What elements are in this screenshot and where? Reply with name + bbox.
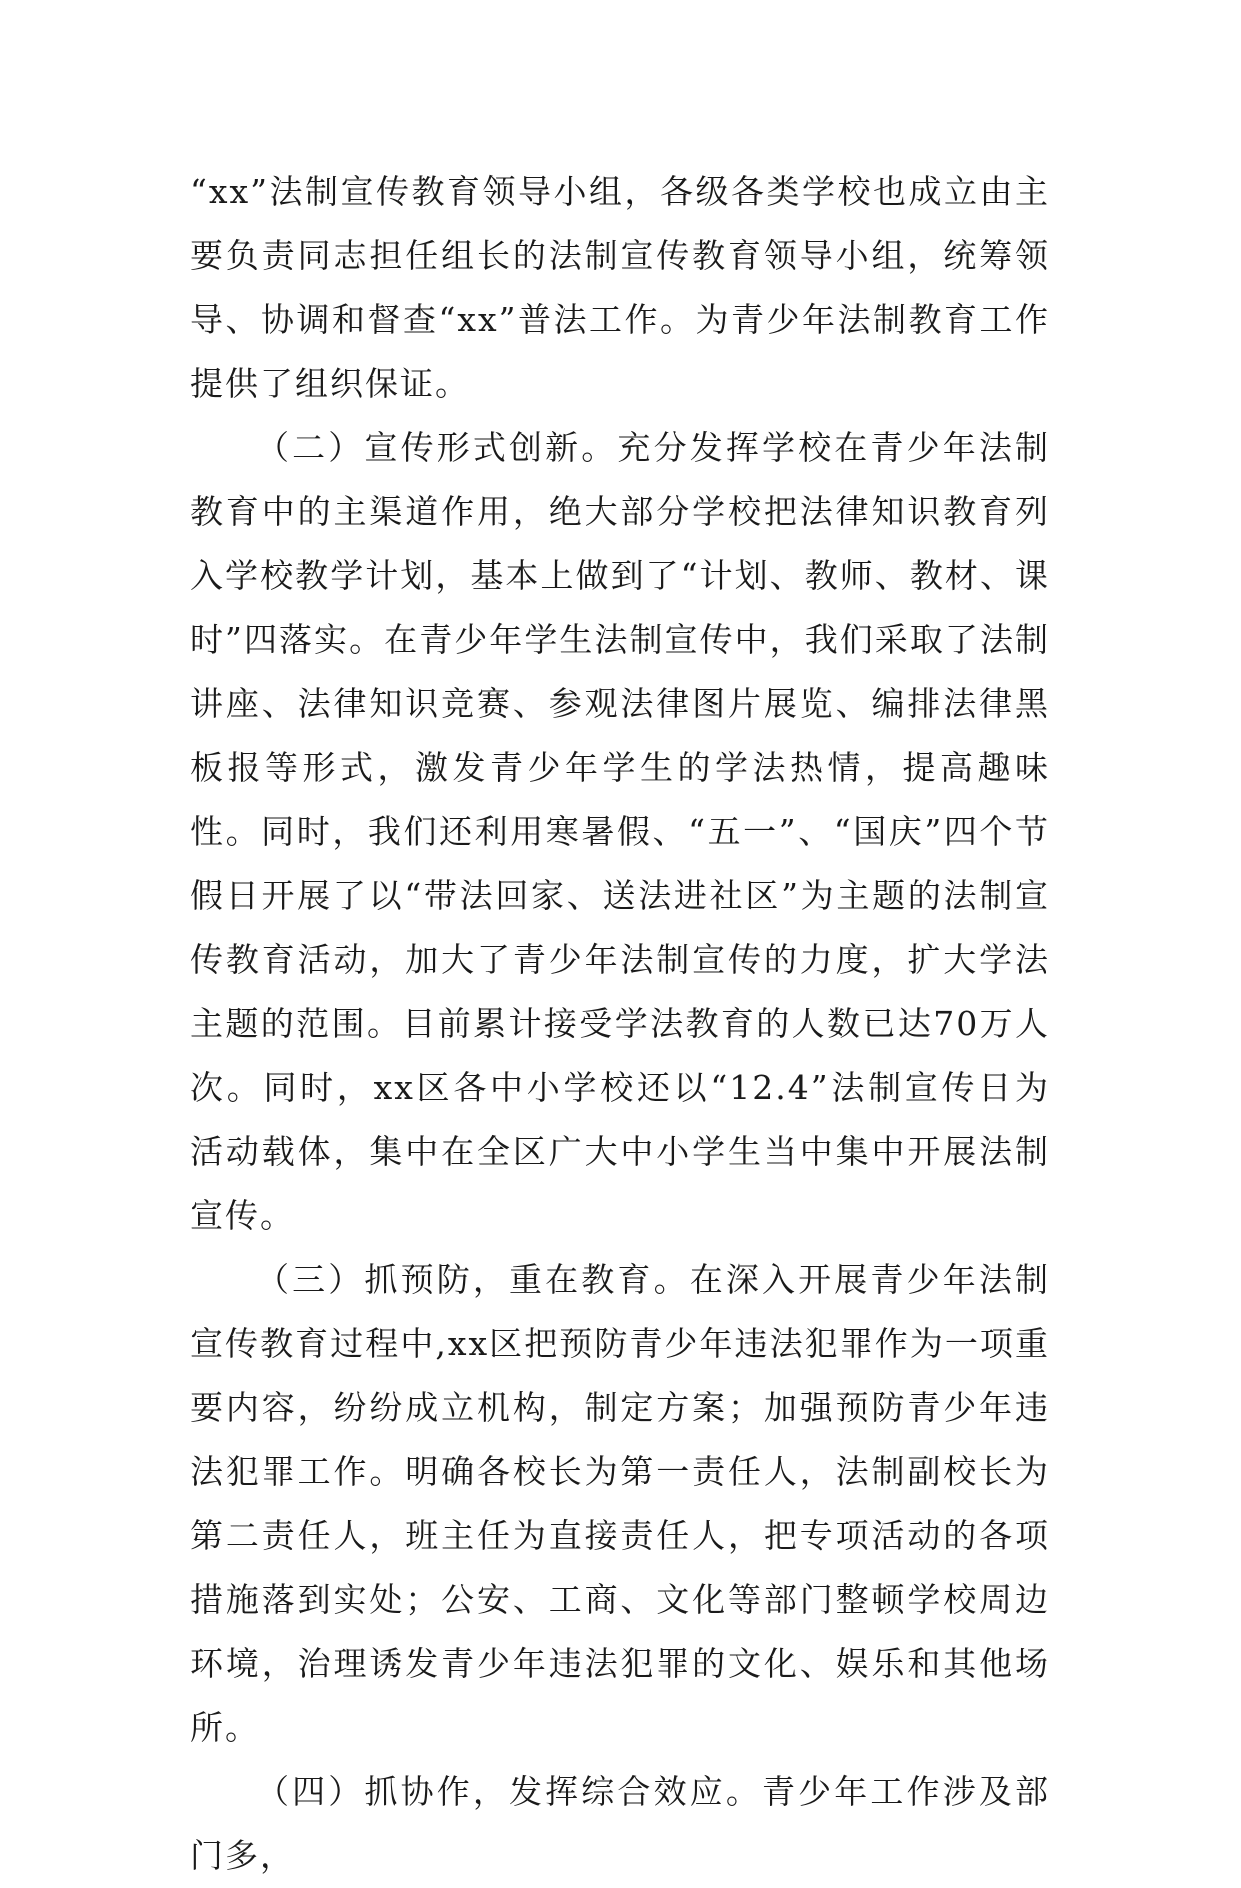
paragraph-1: “xx”法制宣传教育领导小组，各级各类学校也成立由主要负责同志担任组长的法制宣传教育领导小组，统筹领导、协调和督查“xx”普法工作。为青少年法制教育工作提供了组织保证。 — [190, 172, 1050, 403]
document-body — [190, 160, 1050, 1888]
paragraph-2: （二）宣传形式创新。充分发挥学校在青少年法制教育中的主渠道作用，绝大部分学校把法律知识教育列入学校教学计划，基本上做到了“计划、教师、教材、课时”四落实。在青少年学生法制宣传中，我们采取了法制讲座、法律知识竞赛、参观法律图片展览、编排法律黑板报等形式，激发青少年学生的学法热情，提高趣味性。同时，我们还利用寒暑假、“五一”、“国庆”四个节假日开展了以“带法回家、送法进社区”为主题的法制宣传教育活动，加大了青少年法制宣传的力度，扩大学法主题的范围。目前累计接受学法教育的人数已达70万人次。同时，xx区各中小学校还以“12.4”法制宣传日为活动载体，集中在全区广大中小学生当中集中开展法制宣传。 — [190, 428, 1050, 1235]
paragraph-4: （四）抓协作，发挥综合效应。青少年工作涉及部门多， — [190, 1772, 1050, 1875]
paragraph-3: （三）抓预防，重在教育。在深入开展青少年法制宣传教育过程中,xx区把预防青少年违法犯罪作为一项重要内容，纷纷成立机构，制定方案；加强预防青少年违法犯罪工作。明确各校长为第一责任人，法制副校长为第二责任人，班主任为直接责任人，把专项活动的各项措施落到实处；公安、工商、文化等部门整顿学校周边环境，治理诱发青少年违法犯罪的文化、娱乐和其他场所。 — [190, 1260, 1050, 1747]
